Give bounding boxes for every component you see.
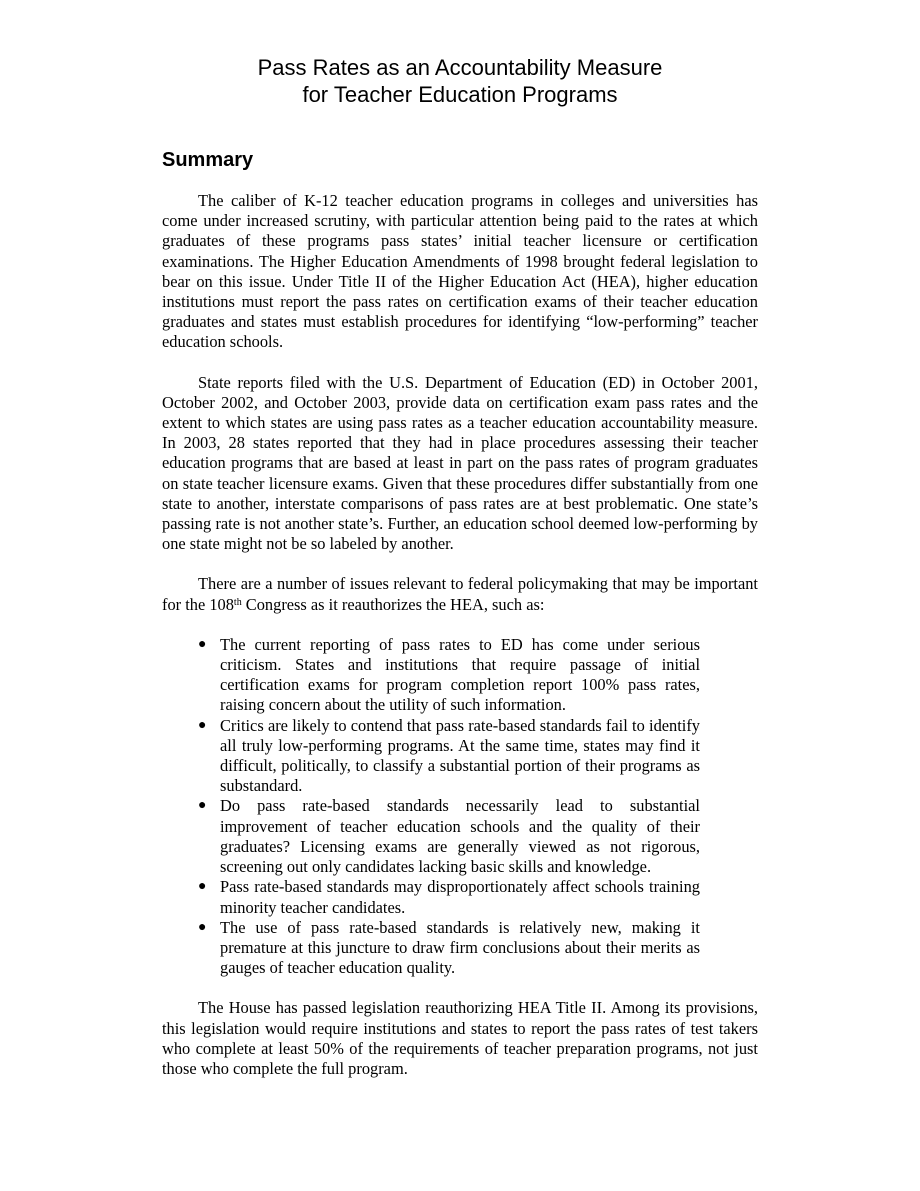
summary-body [162, 191, 758, 1079]
list-item [162, 796, 700, 877]
bullet-icon: ● [198, 798, 207, 814]
document-title [162, 54, 758, 108]
bullet-text-2: Critics are likely to contend that pass rate-based standards fail to identify all truly low-performing programs. At the same time, states may find it difficult, politically, to classify a substantial portion of their programs as substandard. [220, 715, 700, 796]
list-item [162, 716, 700, 797]
issues-bullet-list [162, 635, 700, 978]
list-item [162, 877, 700, 917]
ordinal-superscript: th [233, 596, 242, 608]
summary-paragraph-2: State reports filed with the U.S. Department of Education (ED) in October 2001, October 2002, and October 2003, provide data on certification exam pass rates and the extent to which states are using pass rates as a teacher education accountability measure. In 2003, 28 states reported that they had in place procedures assessing their teacher education programs that are based at least in part on the pass rates of program graduates on state teacher licensure exams. Given that these procedures differ substantially from one state to another, interstate comparisons of pass rates are at best problematic. One state’s passing rate is not another state’s. Further, an education school deemed low-performing by one state might not be so labeled by another. [162, 372, 758, 554]
title-line-1: Pass Rates as an Accountability Measure [257, 55, 663, 80]
bullet-text-3: Do pass rate-based standards necessarily lead to substantial improvement of teacher education schools and the quality of their graduates? Licensing exams are generally viewed as not rigorous, screening out only candidates lacking basic skills and knowledge. [220, 796, 700, 877]
bullet-icon: ● [198, 636, 207, 652]
bullet-icon: ● [198, 717, 207, 733]
summary-paragraph-1: The caliber of K-12 teacher education programs in colleges and universities has come under increased scrutiny, with particular attention being paid to the rates at which graduates of these programs pass states’ initial teacher licensure or certification examinations. The Higher Education Amendments of 1998 brought federal legislation to bear on this issue. Under Title II of the Higher Education Act (HEA), higher education institutions must report the pass rates on certification exams of their teacher education graduates and states must establish procedures for identifying “low-performing” teacher education schools. [162, 191, 758, 352]
list-item [162, 918, 700, 979]
document-page [162, 54, 758, 1079]
bullet-text-1: The current reporting of pass rates to ED has come under serious criticism. States and institutions that require passage of initial certification exams for program completion report 100% pass rates, raising concern about the utility of such information. [220, 634, 700, 715]
section-heading-summary: Summary [162, 149, 254, 171]
bullet-icon: ● [198, 919, 207, 935]
title-line-2: for Teacher Education Programs [302, 82, 618, 107]
bullet-text-5: The use of pass rate-based standards is relatively new, making it premature at this juncture to draw firm conclusions about their merits as gauges of teacher education quality. [220, 917, 700, 978]
para3-text-before: There are a number of issues relevant to federal policymaking that may be important for the 108 [162, 574, 758, 614]
bullet-icon: ● [198, 879, 207, 895]
list-item [162, 635, 700, 716]
summary-paragraph-3 [162, 574, 758, 614]
para3-text-after: Congress as it reauthorizes the HEA, such as: [241, 594, 545, 614]
summary-paragraph-closing: The House has passed legislation reauthorizing HEA Title II. Among its provisions, this legislation would require institutions and states to report the pass rates of test takers who complete at least 50% of the requirements of teacher preparation programs, not just those who complete the full program. [162, 998, 758, 1078]
bullet-text-4: Pass rate-based standards may disproportionately affect schools training minority teacher candidates. [220, 877, 700, 917]
